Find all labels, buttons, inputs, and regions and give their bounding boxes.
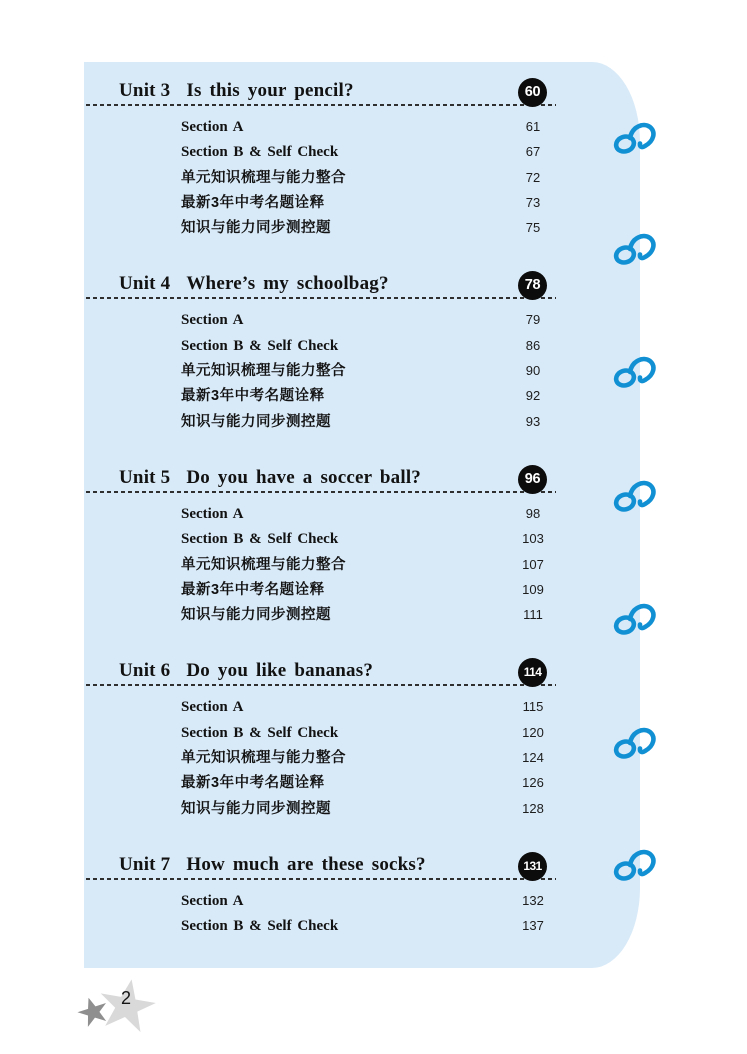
toc-item <box>84 526 640 551</box>
binder-ring-icon <box>612 600 656 640</box>
toc-item-label: Section A <box>181 119 244 135</box>
unit-items <box>84 888 640 939</box>
toc-item-page: 75 <box>525 220 541 236</box>
binder-ring-icon <box>612 353 656 393</box>
toc-item-page: 124 <box>522 750 544 766</box>
unit-header <box>86 658 556 684</box>
toc-item <box>84 307 640 332</box>
toc-item-label: Section B & Self Check <box>181 337 339 354</box>
toc-item-label: 知识与能力同步测控题 <box>181 800 331 817</box>
toc-item-page: 72 <box>525 169 541 185</box>
toc-item <box>84 409 640 434</box>
unit-page-badge: 114 <box>518 658 547 687</box>
toc-item-page: 107 <box>522 556 544 572</box>
unit-page-badge: 131 <box>518 852 547 881</box>
binder-ring-icon <box>612 477 656 517</box>
page-number: 2 <box>120 988 131 1008</box>
unit-title: How much are these socks? <box>186 853 426 875</box>
toc-item-label: Section B & Self Check <box>181 531 339 548</box>
toc-item <box>84 383 640 408</box>
unit-label: Unit 3 <box>119 80 171 101</box>
unit-header <box>86 852 556 878</box>
unit-page-badge: 60 <box>518 78 547 107</box>
toc-item-label: Section B & Self Check <box>181 144 339 161</box>
binder-ring-icon <box>612 230 656 270</box>
toc-unit <box>84 465 640 627</box>
toc-item-label: 最新3年中考名题诠释 <box>181 194 325 211</box>
toc-item-label: 单元知识梳理与能力整合 <box>181 363 346 380</box>
toc-item-page: 115 <box>522 699 544 715</box>
unit-items <box>84 114 640 240</box>
toc-item-label: Section A <box>181 312 244 329</box>
unit-label: Unit 5 <box>119 466 171 488</box>
toc-item <box>84 577 640 602</box>
unit-header <box>86 271 556 297</box>
unit-title: Do you have a soccer ball? <box>186 466 422 488</box>
toc-item-page: 120 <box>522 724 544 740</box>
binder-ring-icon <box>612 119 656 159</box>
toc-item-page: 92 <box>525 388 541 404</box>
unit-header <box>86 465 556 491</box>
toc-item <box>84 913 640 938</box>
toc-item-label: Section B & Self Check <box>181 918 339 935</box>
toc-item-label: Section B & Self Check <box>181 724 339 741</box>
toc-item <box>84 139 640 164</box>
unit-header <box>86 78 556 104</box>
toc-item-page: 61 <box>525 119 541 134</box>
toc-item-label: 最新3年中考名题诠释 <box>181 581 325 598</box>
toc-item <box>84 796 640 821</box>
toc-item-page: 109 <box>522 581 544 597</box>
toc-item-page: 128 <box>522 800 544 816</box>
toc-item <box>84 215 640 240</box>
toc-item-label: 知识与能力同步测控题 <box>181 413 331 430</box>
toc-item <box>84 114 640 139</box>
toc-item-page: 67 <box>525 144 541 160</box>
toc-item-label: Section A <box>181 892 244 909</box>
toc-item-page: 86 <box>525 337 541 353</box>
toc-item <box>84 602 640 627</box>
toc-item <box>84 552 640 577</box>
toc-item-page: 111 <box>523 607 543 623</box>
toc-item-label: 知识与能力同步测控题 <box>181 607 331 624</box>
binder-ring-icon <box>612 724 656 764</box>
toc-item-page: 98 <box>525 505 541 521</box>
toc-item <box>84 694 640 719</box>
unit-title: Do you like bananas? <box>186 660 374 682</box>
toc-item-page: 132 <box>522 892 544 908</box>
toc-item-label: Section A <box>181 699 244 716</box>
toc-item <box>84 333 640 358</box>
toc-item-label: 最新3年中考名题诠释 <box>181 388 325 405</box>
toc-item <box>84 358 640 383</box>
toc-panel <box>84 62 640 968</box>
toc-item <box>84 720 640 745</box>
toc-item <box>84 745 640 770</box>
toc-item <box>84 888 640 913</box>
unit-title: Where’s my schoolbag? <box>186 273 389 295</box>
unit-items <box>84 307 640 433</box>
toc-unit <box>84 852 640 939</box>
toc-item-page: 73 <box>525 194 541 210</box>
toc-unit <box>84 658 640 820</box>
toc-item <box>84 165 640 190</box>
toc-item-label: 知识与能力同步测控题 <box>181 220 331 237</box>
unit-label: Unit 4 <box>119 273 171 295</box>
toc-unit <box>84 78 640 240</box>
toc-item-label: 单元知识梳理与能力整合 <box>181 169 346 186</box>
toc-item-page: 126 <box>522 775 544 791</box>
toc-item-page: 93 <box>525 413 541 429</box>
toc-item-page: 90 <box>525 363 541 379</box>
toc-item-label: Section A <box>181 505 244 522</box>
unit-label: Unit 6 <box>119 660 171 682</box>
unit-page-badge: 96 <box>518 465 547 494</box>
toc-list <box>84 78 640 939</box>
toc-item-page: 137 <box>522 918 544 934</box>
unit-items <box>84 501 640 627</box>
toc-item-page: 103 <box>522 531 544 547</box>
toc-item <box>84 501 640 526</box>
toc-unit <box>84 271 640 433</box>
unit-label: Unit 7 <box>119 853 171 875</box>
unit-page-badge: 78 <box>518 271 547 300</box>
toc-item-page: 79 <box>525 312 541 328</box>
toc-item <box>84 190 640 215</box>
toc-item-label: 单元知识梳理与能力整合 <box>181 556 346 573</box>
binder-ring-icon <box>612 846 656 886</box>
toc-item-label: 最新3年中考名题诠释 <box>181 775 325 792</box>
unit-title: Is this your pencil? <box>186 80 354 101</box>
toc-item <box>84 770 640 795</box>
unit-items <box>84 694 640 820</box>
toc-item-label: 单元知识梳理与能力整合 <box>181 750 346 767</box>
